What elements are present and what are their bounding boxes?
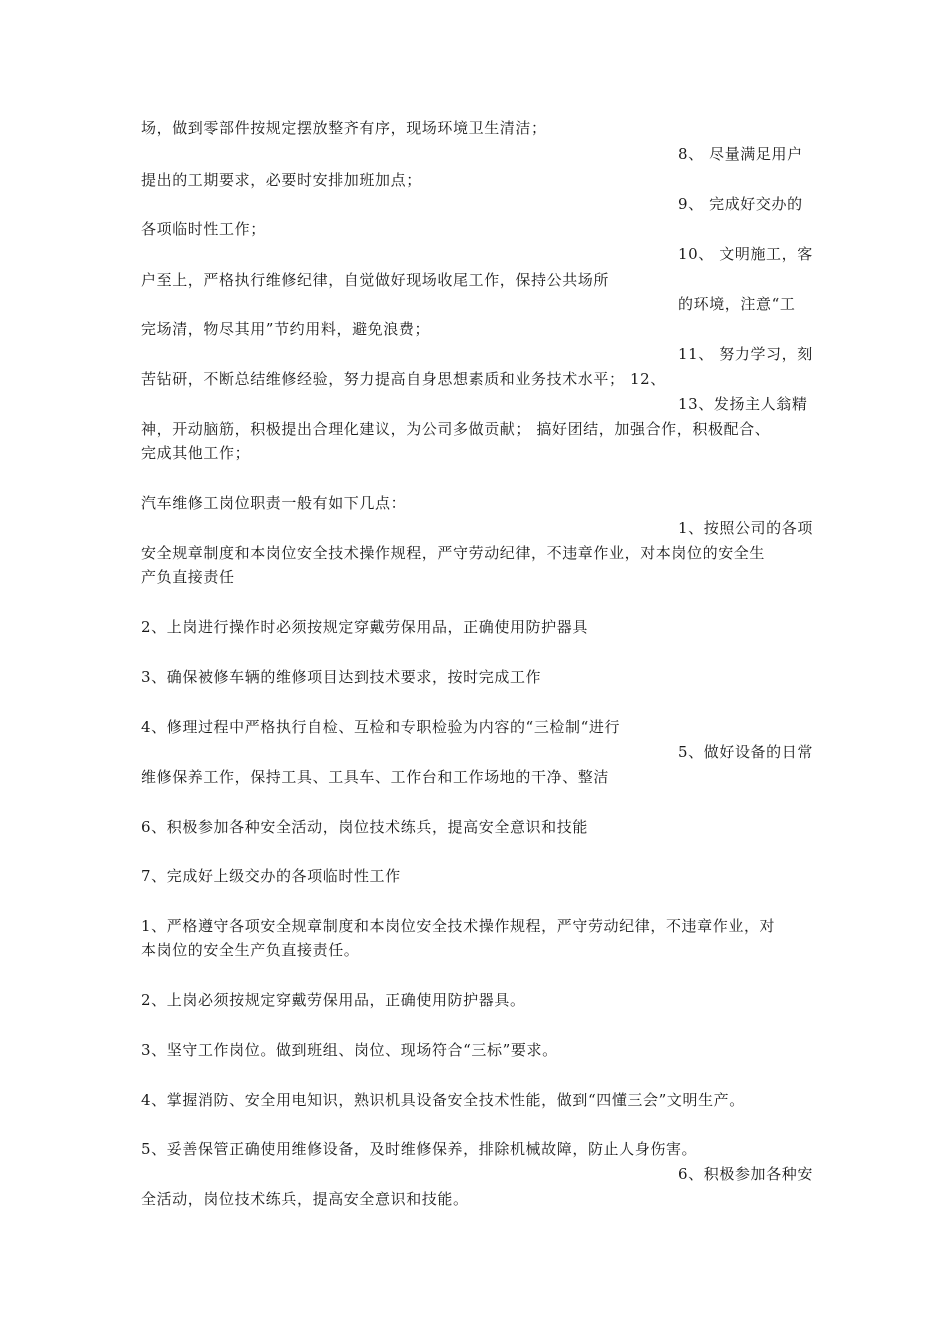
text-line: 户至上，严格执行维修纪律，自觉做好现场收尾工作，保持公共场所 [141, 271, 610, 289]
text-line: 维修保养工作，保持工具、工具车、工作台和工作场地的干净、整洁 [141, 768, 610, 786]
text-line: 2、上岗进行操作时必须按规定穿戴劳保用品，正确使用防护器具 [141, 618, 588, 636]
text-line: 13、发扬主人翁精 [678, 395, 808, 413]
text-line: 各项临时性工作； [141, 220, 266, 238]
text-line: 2、上岗必须按规定穿戴劳保用品，正确使用防护器具。 [141, 991, 526, 1009]
text-line: 5、做好设备的日常 [678, 743, 813, 761]
text-line: 苦钻研，不断总结维修经验，努力提高自身思想素质和业务技术水平； 12、 [141, 370, 666, 388]
text-line: 汽车维修工岗位职责一般有如下几点： [141, 494, 407, 512]
text-line: 4、修理过程中严格执行自检、互检和专职检验为内容的“三检制“进行 [141, 718, 621, 736]
text-line: 11、 努力学习，刻 [678, 345, 813, 363]
text-line: 1、按照公司的各项 [678, 519, 813, 537]
text-line: 安全规章制度和本岗位安全技术操作规程，严守劳动纪律，不违章作业，对本岗位的安全生 [141, 544, 766, 562]
text-line: 3、坚守工作岗位。做到班组、岗位、现场符合“三标”要求。 [141, 1041, 558, 1059]
text-line: 3、确保被修车辆的维修项目达到技术要求，按时完成工作 [141, 668, 542, 686]
text-line: 6、积极参加各种安全活动，岗位技术练兵，提高安全意识和技能 [141, 818, 588, 836]
text-line: 5、妥善保管正确使用维修设备，及时维修保养，排除机械故障，防止人身伤害。 [141, 1140, 698, 1158]
text-line: 10、 文明施工，客 [678, 245, 813, 263]
text-line: 9、 完成好交办的 [678, 195, 803, 213]
text-line: 完成其他工作； [141, 444, 251, 462]
text-line: 神，开动脑筋，积极提出合理化建议，为公司多做贡献； 搞好团结，加强合作，积极配合、 [141, 420, 771, 438]
text-line: 1、严格遵守各项安全规章制度和本岗位安全技术操作规程，严守劳动纪律，不违章作业，对 [141, 917, 776, 935]
text-line: 产负直接责任 [141, 568, 235, 586]
text-line: 8、 尽量满足用户 [678, 145, 803, 163]
text-line: 的环境，注意“工 [678, 295, 796, 313]
text-line: 完场清，物尽其用”节约用料，避免浪费； [141, 320, 431, 338]
text-line: 提出的工期要求，必要时安排加班加点； [141, 171, 422, 189]
text-line: 全活动，岗位技术练兵，提高安全意识和技能。 [141, 1190, 469, 1208]
text-line: 4、掌握消防、安全用电知识，熟识机具设备安全技术性能，做到“四懂三会”文明生产。 [141, 1091, 745, 1109]
text-line: 场，做到零部件按规定摆放整齐有序，现场环境卫生清洁； [141, 119, 547, 137]
text-line: 6、积极参加各种安 [678, 1165, 813, 1183]
text-line: 本岗位的安全生产负直接责任。 [141, 941, 360, 959]
text-line: 7、完成好上级交办的各项临时性工作 [141, 867, 401, 885]
